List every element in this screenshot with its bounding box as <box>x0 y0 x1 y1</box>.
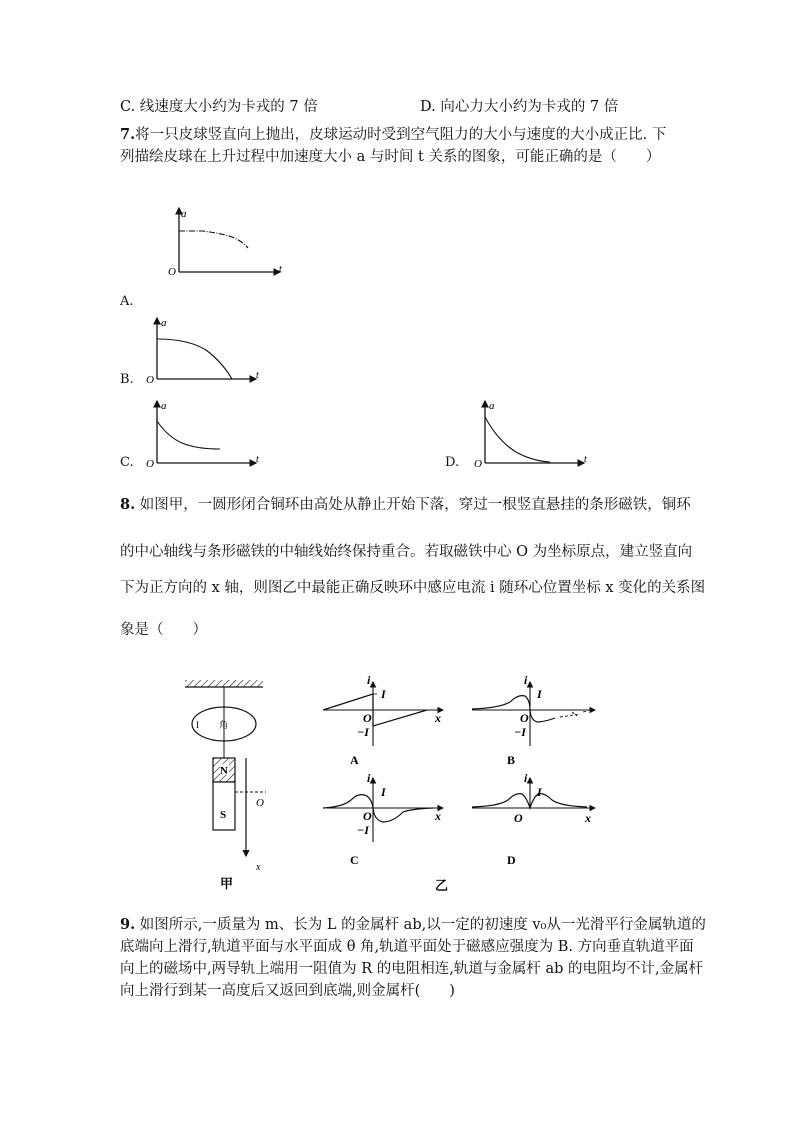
q7b-y-label: a <box>161 317 167 329</box>
yi-c-x: x <box>435 809 441 823</box>
yi-d-pos: I <box>537 785 542 799</box>
q7d-origin: O <box>474 458 482 470</box>
yi-graph-d <box>472 771 595 867</box>
q7a-y-label: a <box>181 208 187 220</box>
ring-current-label: I <box>196 720 199 730</box>
q6-option-d: D. 向心力大小约为卡戎的 7 倍 <box>420 99 619 115</box>
q7-number: 7. <box>120 126 136 143</box>
q7-graph-c <box>138 395 268 471</box>
q7-option-a-label: A. <box>120 294 134 309</box>
figure-jia-caption: 甲 <box>220 876 234 891</box>
q9-line-1 <box>120 914 706 936</box>
magnet-n-label: N <box>220 765 228 777</box>
q9-number: 9. <box>120 916 136 933</box>
q7-option-c-label: C. <box>120 455 134 470</box>
q7c-x-label: t <box>256 454 259 465</box>
yi-c-pos: I <box>381 785 386 799</box>
q7-graph-d <box>466 395 596 471</box>
yi-graph-c <box>323 771 443 867</box>
yi-b-neg: −I <box>514 725 526 739</box>
figure-yi-caption: 乙 <box>435 878 449 893</box>
q6-option-c: C. 线速度大小约为卡戎的 7 倍 <box>120 99 318 115</box>
yi-a-pos: I <box>381 687 386 701</box>
yi-a-origin: O <box>363 711 372 725</box>
yi-b-y: i <box>524 673 528 687</box>
q8-line-3: 下为正方向的 x 轴，则图乙中最能正确反映环中感应电流 i 随环心位置坐标 x 变化的关系图 <box>120 580 706 596</box>
yi-d-origin: O <box>514 811 523 825</box>
q7-graph-a <box>160 200 290 280</box>
ring-center-label: 角 <box>219 720 229 730</box>
q8-line-2: 的中心轴线与条形磁铁的中轴线始终保持重合。若取磁铁中心 O 为坐标原点，建立竖直向 <box>120 544 693 560</box>
yi-c-neg: −I <box>357 823 369 837</box>
q7c-y-label: a <box>161 400 167 412</box>
q8-line1-text: 如图甲，一圆形闭合铜环由高处从静止开始下落，穿过一根竖直悬挂的条形磁铁，铜环 <box>139 497 691 513</box>
q7d-x-label: t <box>584 454 587 465</box>
yi-a-x: x <box>435 711 441 725</box>
q7-stem <box>120 124 680 168</box>
magnet-s-label: S <box>220 809 227 821</box>
q9-line-4: 向上滑行到某一高度后又返回到底端,则金属杆( ) <box>120 983 455 999</box>
yi-b-pos: I <box>537 687 542 701</box>
q7b-x-label: t <box>256 370 259 381</box>
q8-line-1 <box>120 494 691 516</box>
q8-figure-jia <box>180 672 300 892</box>
q7a-origin: O <box>168 266 176 278</box>
yi-graph-b <box>472 673 595 767</box>
q9-line-3: 向上的磁场中,两导轨上端用一阻值为 R 的电阻相连,轨道与金属杆 ab 的电阻均不计,金属杆 <box>120 961 704 977</box>
yi-d-x: x <box>585 811 591 825</box>
yi-a-label: A <box>350 753 359 767</box>
yi-d-y: i <box>524 771 528 785</box>
yi-c-label: C <box>350 853 359 867</box>
q7c-origin: O <box>146 458 154 470</box>
yi-a-neg: −I <box>357 725 369 739</box>
q8-number: 8. <box>120 496 136 513</box>
q7d-y-label: a <box>489 400 495 412</box>
q7a-x-label: t <box>279 264 282 275</box>
q8-figure-yi <box>315 672 600 894</box>
yi-c-y: i <box>367 771 371 785</box>
q9-line1-text: 如图所示,一质量为 m、长为 L 的金属杆 ab,以一定的初速度 v₀从一光滑平行金属轨道的 <box>135 917 706 933</box>
q7-option-b-label: B. <box>120 372 134 387</box>
jia-x-axis: x <box>256 862 261 873</box>
yi-d-label: D <box>507 853 516 867</box>
yi-b-origin: O <box>520 711 529 725</box>
q7b-origin: O <box>146 374 154 386</box>
jia-origin: O <box>256 797 264 809</box>
q8-line-4: 象是（ ） <box>120 622 207 638</box>
yi-c-origin: O <box>363 809 372 823</box>
yi-a-y: i <box>367 673 371 687</box>
q9-line-2: 底端向上滑行,轨道平面与水平面成 θ 角,轨道平面处于磁感应强度为 B. 方向垂直轨道平面 <box>120 939 694 955</box>
q7-option-d-label: D. <box>445 455 460 470</box>
yi-b-label: B <box>507 753 516 767</box>
q7-text: 将一只皮球竖直向上抛出，皮球运动时受到空气阻力的大小与速度的大小成正比. 下列描绘皮球在上升过程中加速度大小 a 与时间 t 关系的图象，可能正确的是（ ） <box>120 127 667 165</box>
yi-graph-a <box>323 673 443 767</box>
q7-graph-b <box>138 312 268 388</box>
